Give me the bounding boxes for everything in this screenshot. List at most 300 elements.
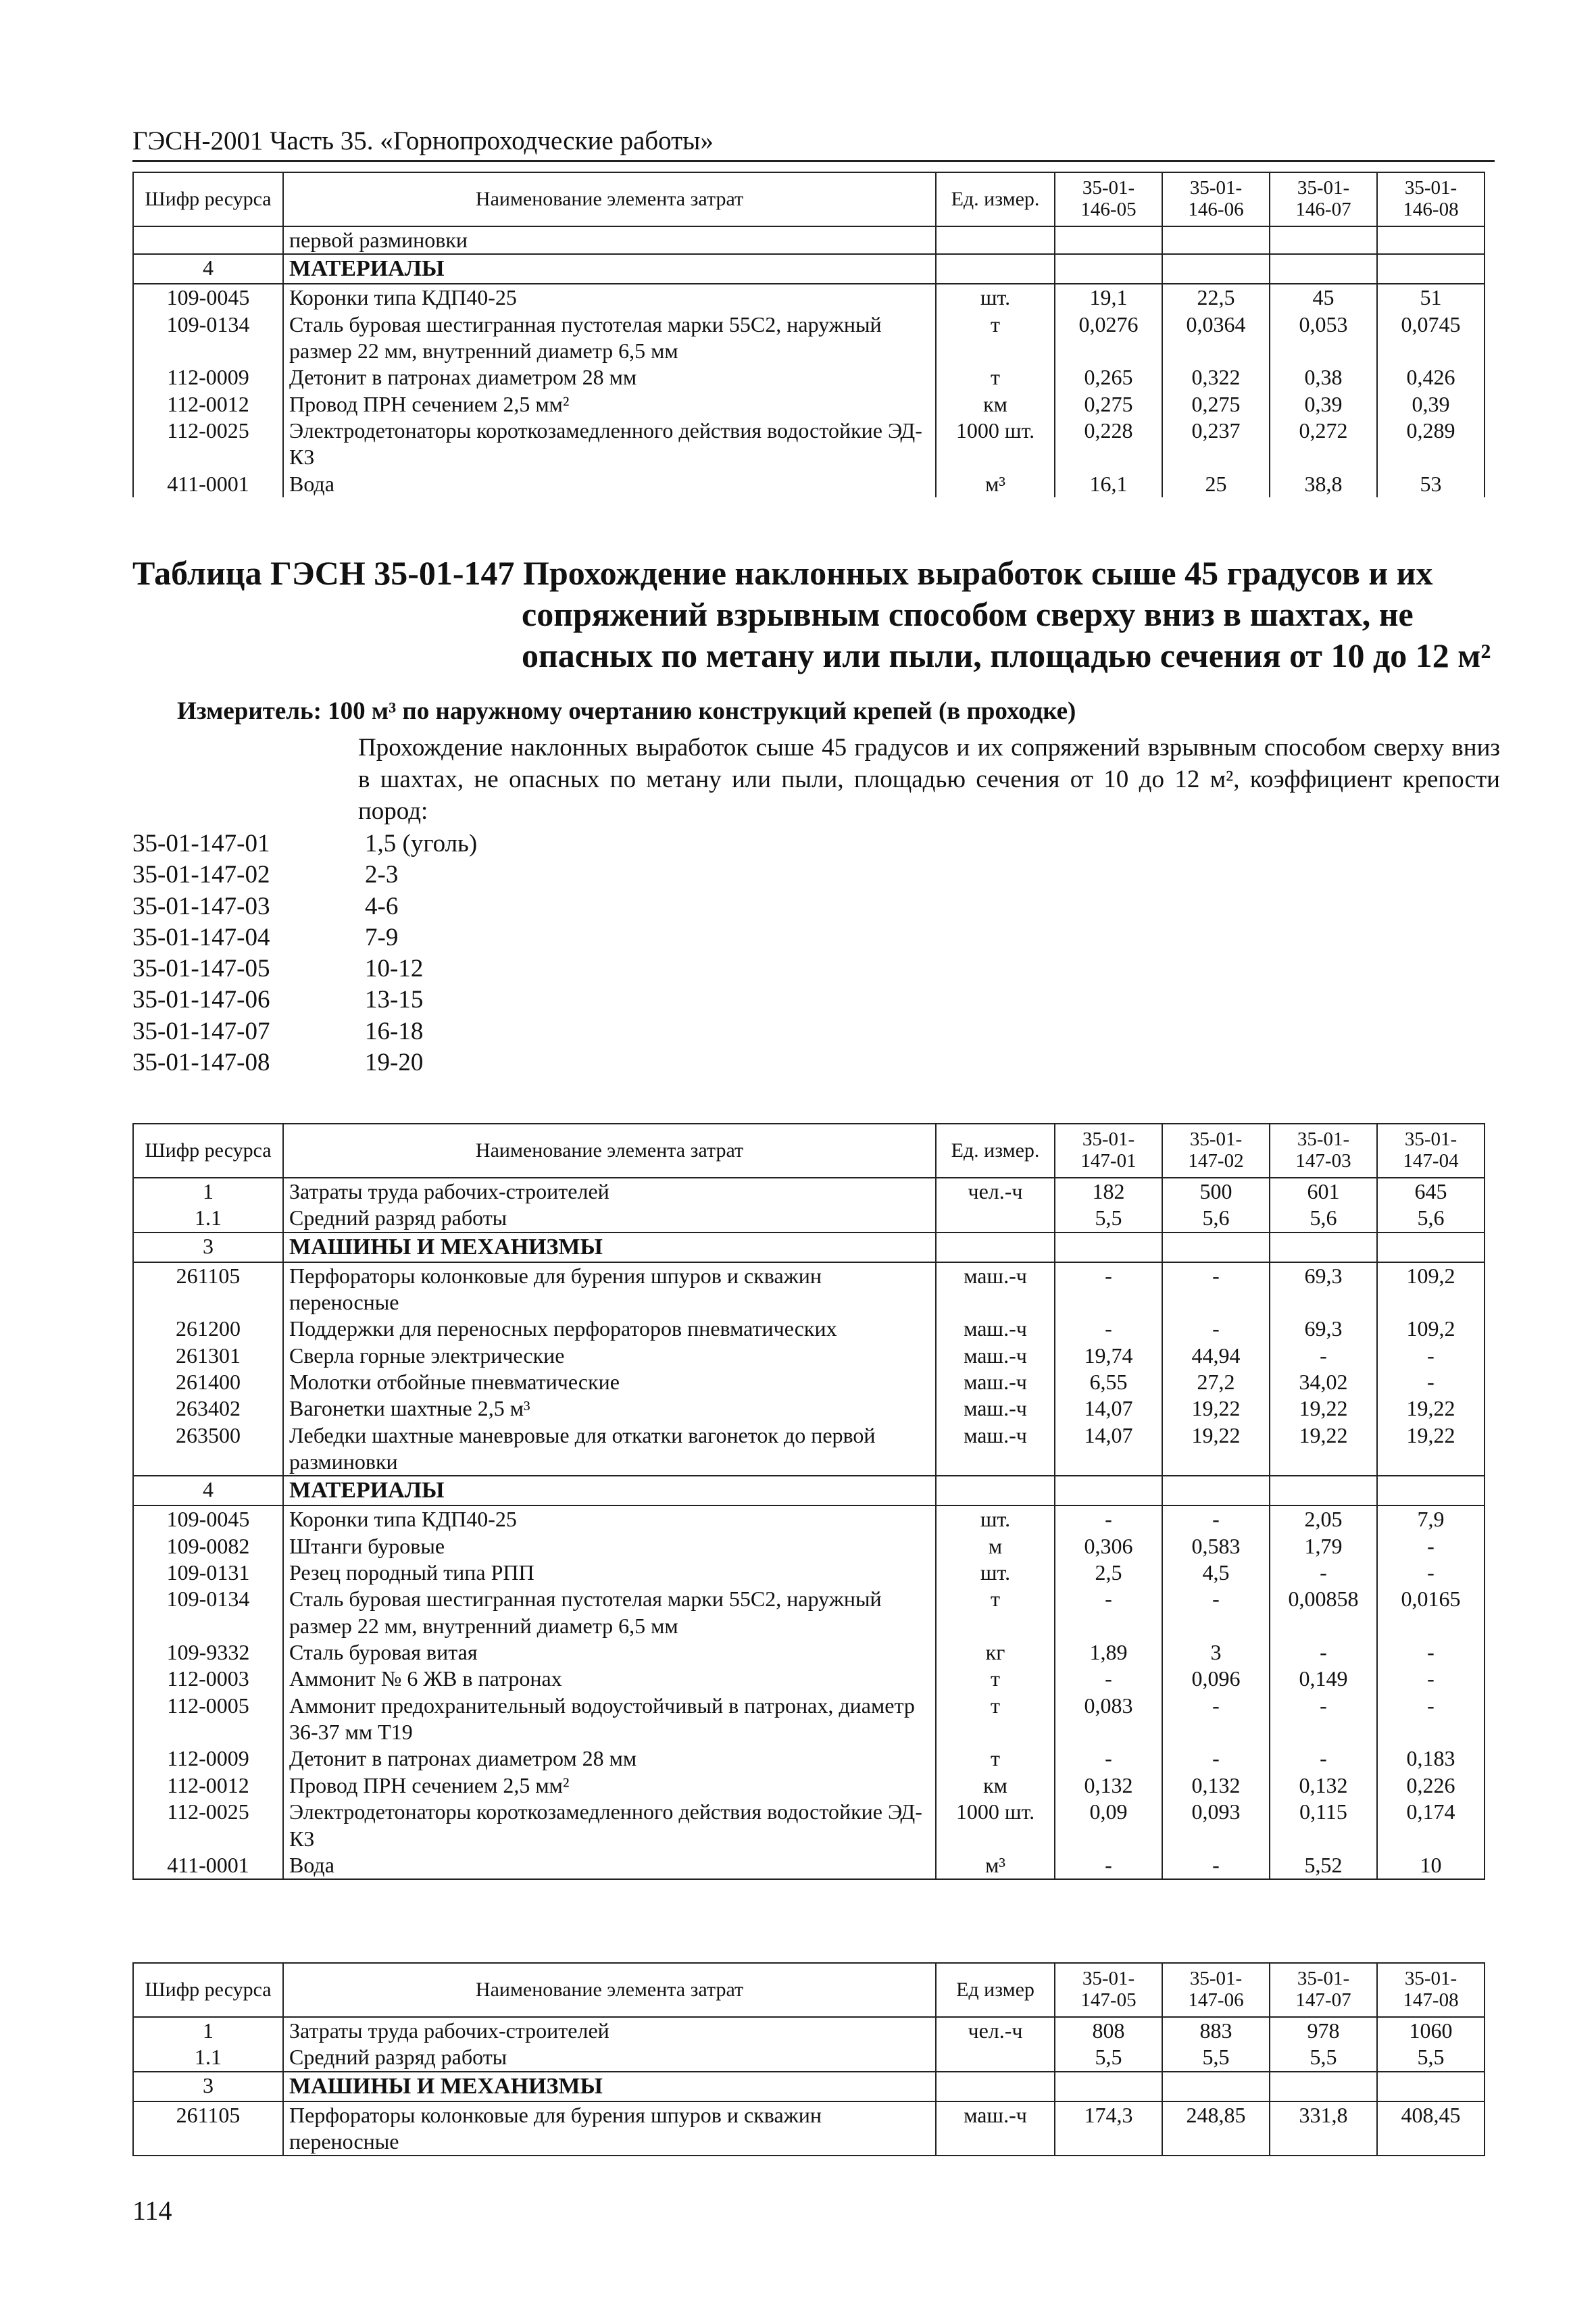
cell-value <box>1270 1233 1377 1262</box>
col-header-code: Шифр ресурса <box>133 1124 283 1178</box>
cell-unit: маш.-ч <box>936 1422 1055 1476</box>
cell-value <box>1377 1476 1485 1505</box>
cell-value: 1,89 <box>1055 1639 1162 1666</box>
cell-unit: м³ <box>936 1852 1055 1879</box>
cell-value <box>1162 226 1270 254</box>
cell-name: Перфораторы колонковые для бурения шпуров и скважин переносные <box>283 1262 936 1316</box>
cell-value: 5,6 <box>1162 1205 1270 1232</box>
cell-value: - <box>1055 1316 1162 1342</box>
cell-value: 0,226 <box>1377 1772 1485 1799</box>
cell-code: 112-0009 <box>133 1745 283 1772</box>
col-header-unit: Ед. измер. <box>936 1124 1055 1178</box>
cell-value <box>1055 2072 1162 2101</box>
code-list-item <box>132 891 477 922</box>
cell-value: 0,39 <box>1270 391 1377 418</box>
work-description: Прохождение наклонных выработок сыше 45 градусов и их сопряжений взрывным способом сверху вниз в шахтах, не опасных по метану или пыли, площадью сечения от 10 до 12 м², коэффициент крепости пород: <box>358 734 1500 825</box>
cell-value <box>1055 1476 1162 1505</box>
cell-unit: м³ <box>936 471 1055 497</box>
cell-value: - <box>1162 1852 1270 1879</box>
cell-unit: чел.-ч <box>936 2017 1055 2044</box>
norm-code: 35-01-147-04 <box>132 923 270 951</box>
cell-value: 19,22 <box>1162 1395 1270 1422</box>
cell-unit: т <box>936 1693 1055 1746</box>
cell-value: 500 <box>1162 1178 1270 1205</box>
cell-value: 69,3 <box>1270 1262 1377 1316</box>
cell-unit <box>936 2072 1055 2101</box>
cell-value: 0,237 <box>1162 418 1270 471</box>
table-row <box>133 1422 1485 1476</box>
cell-value: 5,5 <box>1162 2044 1270 2071</box>
cell-value: 182 <box>1055 1178 1162 1205</box>
norm-code: 35-01-147-05 <box>132 955 270 982</box>
cell-name: Штанги буровые <box>283 1533 936 1560</box>
cell-name: Аммонит № 6 ЖВ в патронах <box>283 1666 936 1692</box>
cell-name: Сталь буровая шестигранная пустотелая марки 55С2, наружный размер 22 мм, внутренний диаметр 6,5 мм <box>283 312 936 365</box>
cell-code: 261400 <box>133 1369 283 1395</box>
cell-value: - <box>1162 1586 1270 1639</box>
norm-code: 35-01-147-03 <box>132 892 270 920</box>
cell-unit <box>936 1476 1055 1505</box>
cell-name: Провод ПРН сечением 2,5 мм² <box>283 391 936 418</box>
cell-unit: шт. <box>936 284 1055 311</box>
cell-value: 5,5 <box>1377 2044 1485 2071</box>
cell-name: Детонит в патронах диаметром 28 мм <box>283 364 936 391</box>
table-row <box>133 1799 1485 1852</box>
measure-value: 100 м³ по наружному очертанию конструкций крепей (в проходке) <box>328 697 1076 725</box>
table-row <box>133 391 1485 418</box>
table-row <box>133 2044 1485 2071</box>
cell-value: 14,07 <box>1055 1422 1162 1476</box>
cell-value: 4,5 <box>1162 1560 1270 1586</box>
cell-value: 0,132 <box>1270 1772 1377 1799</box>
cell-name: Затраты труда рабочих-строителей <box>283 1178 936 1205</box>
cell-name: Вода <box>283 471 936 497</box>
cell-name: Молотки отбойные пневматические <box>283 1369 936 1395</box>
cell-code: 112-0012 <box>133 1772 283 1799</box>
cell-code: 1 <box>133 2017 283 2044</box>
table-row <box>133 1343 1485 1369</box>
cell-value: 0,0276 <box>1055 312 1162 365</box>
cell-code: 112-0009 <box>133 364 283 391</box>
cell-name: Сталь буровая витая <box>283 1639 936 1666</box>
running-header: ГЭСН-2001 Часть 35. «Горнопроходческие работы» <box>132 126 1495 162</box>
cell-value: 248,85 <box>1162 2101 1270 2156</box>
cell-value: - <box>1162 1693 1270 1746</box>
cell-value: 109,2 <box>1377 1316 1485 1342</box>
cell-value <box>1270 254 1377 284</box>
table-row <box>133 1693 1485 1746</box>
cell-value: - <box>1377 1693 1485 1746</box>
table-row <box>133 1666 1485 1692</box>
table-row <box>133 1586 1485 1639</box>
cell-value: - <box>1270 1639 1377 1666</box>
cell-value: 645 <box>1377 1178 1485 1205</box>
cell-unit: маш.-ч <box>936 1316 1055 1342</box>
code-list-item <box>132 953 477 985</box>
cell-name: Сталь буровая шестигранная пустотелая марки 55С2, наружный размер 22 мм, внутренний диаметр 6,5 мм <box>283 1586 936 1639</box>
cell-value: 19,22 <box>1377 1395 1485 1422</box>
cell-value: 601 <box>1270 1178 1377 1205</box>
cell-value: - <box>1377 1560 1485 1586</box>
cell-value <box>1377 1233 1485 1262</box>
cell-value: 174,3 <box>1055 2101 1162 2156</box>
cell-name: Коронки типа КДП40-25 <box>283 1505 936 1533</box>
cell-value: - <box>1055 1666 1162 1692</box>
cell-value: 45 <box>1270 284 1377 311</box>
cell-value: 0,38 <box>1270 364 1377 391</box>
cell-value <box>1162 1233 1270 1262</box>
cell-unit: 1000 шт. <box>936 1799 1055 1852</box>
cell-value: 5,5 <box>1055 2044 1162 2071</box>
cell-value: - <box>1377 1639 1485 1666</box>
cell-code: 109-0045 <box>133 284 283 311</box>
cell-value: - <box>1162 1745 1270 1772</box>
table-row <box>133 1639 1485 1666</box>
cell-unit: кг <box>936 1639 1055 1666</box>
cell-code: 112-0012 <box>133 391 283 418</box>
cell-name: Детонит в патронах диаметром 28 мм <box>283 1745 936 1772</box>
cell-value: 0,083 <box>1055 1693 1162 1746</box>
cell-code: 3 <box>133 2072 283 2101</box>
cell-value: 0,0165 <box>1377 1586 1485 1639</box>
cell-value <box>1055 1233 1162 1262</box>
header-row <box>133 1963 1485 2017</box>
cell-value: - <box>1162 1505 1270 1533</box>
cell-name: Лебедки шахтные маневровые для откатки вагонеток до первой разминовки <box>283 1422 936 1476</box>
cell-unit: т <box>936 1586 1055 1639</box>
cell-value: 0,39 <box>1377 391 1485 418</box>
rock-hardness: 10-12 <box>365 955 424 982</box>
cell-value: 0,426 <box>1377 364 1485 391</box>
cell-value: 808 <box>1055 2017 1162 2044</box>
cell-value: 1060 <box>1377 2017 1485 2044</box>
cell-value: 0,096 <box>1162 1666 1270 1692</box>
cell-value: 0,322 <box>1162 364 1270 391</box>
cell-code: 261105 <box>133 1262 283 1316</box>
rock-hardness: 7-9 <box>365 923 399 951</box>
table-row <box>133 1533 1485 1560</box>
header-row <box>133 172 1485 226</box>
cell-value: 7,9 <box>1377 1505 1485 1533</box>
cell-code: 261105 <box>133 2101 283 2156</box>
cell-unit: км <box>936 391 1055 418</box>
cell-name: МАТЕРИАЛЫ <box>283 1476 936 1505</box>
cell-value: 0,093 <box>1162 1799 1270 1852</box>
cell-value: 0,149 <box>1270 1666 1377 1692</box>
col-header-norm-code: 35-01- 147-07 <box>1270 1963 1377 2017</box>
cell-unit: маш.-ч <box>936 1369 1055 1395</box>
table-row <box>133 418 1485 471</box>
cell-value: - <box>1377 1369 1485 1395</box>
cell-unit <box>936 2044 1055 2071</box>
code-list-item <box>132 860 477 891</box>
cell-unit: км <box>936 1772 1055 1799</box>
cell-name: Средний разряд работы <box>283 1205 936 1232</box>
cell-unit: шт. <box>936 1505 1055 1533</box>
cell-value <box>1162 1476 1270 1505</box>
cell-value <box>1162 2072 1270 2101</box>
cell-code: 1.1 <box>133 2044 283 2071</box>
table-row <box>133 1395 1485 1422</box>
table-row <box>133 226 1485 254</box>
cell-value: - <box>1162 1262 1270 1316</box>
cell-value: - <box>1270 1745 1377 1772</box>
cell-value: 25 <box>1162 471 1270 497</box>
cell-unit: чел.-ч <box>936 1178 1055 1205</box>
cell-unit: 1000 шт. <box>936 418 1055 471</box>
cell-value: - <box>1377 1343 1485 1369</box>
cell-code: 109-0045 <box>133 1505 283 1533</box>
cell-name: Электродетонаторы короткозамедленного действия водостойкие ЭД-КЗ <box>283 1799 936 1852</box>
col-header-norm-code: 35-01- 146-06 <box>1162 172 1270 226</box>
col-header-code: Шифр ресурса <box>133 1963 283 2017</box>
table-row <box>133 1772 1485 1799</box>
cell-code: 109-9332 <box>133 1639 283 1666</box>
cell-value: 0,132 <box>1162 1772 1270 1799</box>
col-header-name: Наименование элемента затрат <box>283 1124 936 1178</box>
cell-value: 19,22 <box>1270 1395 1377 1422</box>
col-header-norm-code: 35-01- 146-07 <box>1270 172 1377 226</box>
cell-value: 51 <box>1377 284 1485 311</box>
cell-name: Затраты труда рабочих-строителей <box>283 2017 936 2044</box>
cell-value: - <box>1055 1586 1162 1639</box>
cell-value <box>1055 254 1162 284</box>
cell-code: 263402 <box>133 1395 283 1422</box>
cell-value <box>1055 226 1162 254</box>
resource-table-147-01-04 <box>132 1123 1485 1880</box>
col-header-norm-code: 35-01- 146-08 <box>1377 172 1485 226</box>
cell-value: 0,0364 <box>1162 312 1270 365</box>
cell-unit: маш.-ч <box>936 1262 1055 1316</box>
cell-code: 109-0134 <box>133 312 283 365</box>
cell-code: 109-0082 <box>133 1533 283 1560</box>
cell-code <box>133 226 283 254</box>
col-header-norm-code: 35-01- 147-08 <box>1377 1963 1485 2017</box>
cell-value: 0,0745 <box>1377 312 1485 365</box>
cell-value: 19,1 <box>1055 284 1162 311</box>
title-line-1: Таблица ГЭСН 35-01-147 Прохождение наклонных выработок сыше 45 градусов и их <box>132 554 1433 592</box>
table-row <box>133 1505 1485 1533</box>
cell-value: 10 <box>1377 1852 1485 1879</box>
section-row <box>133 1233 1485 1262</box>
cell-name: МАШИНЫ И МЕХАНИЗМЫ <box>283 1233 936 1262</box>
cell-value: 19,74 <box>1055 1343 1162 1369</box>
cell-code: 261200 <box>133 1316 283 1342</box>
cell-value <box>1377 254 1485 284</box>
cell-value: - <box>1055 1745 1162 1772</box>
cell-value: 0,174 <box>1377 1799 1485 1852</box>
cell-value: 19,22 <box>1377 1422 1485 1476</box>
table-row <box>133 1852 1485 1879</box>
table-row <box>133 2017 1485 2044</box>
cell-value: 22,5 <box>1162 284 1270 311</box>
cell-value: 0,228 <box>1055 418 1162 471</box>
measure-label: Измеритель: <box>177 697 322 725</box>
cell-value: 978 <box>1270 2017 1377 2044</box>
measure-unit <box>177 696 1501 727</box>
cell-name: первой разминовки <box>283 226 936 254</box>
cell-value: 5,52 <box>1270 1852 1377 1879</box>
cell-unit <box>936 1233 1055 1262</box>
cell-code: 263500 <box>133 1422 283 1476</box>
rock-hardness: 4-6 <box>365 892 399 920</box>
cell-code: 112-0025 <box>133 418 283 471</box>
cell-code: 4 <box>133 1476 283 1505</box>
cell-value: - <box>1162 1316 1270 1342</box>
table-title <box>132 553 1504 676</box>
cell-value: 5,6 <box>1377 1205 1485 1232</box>
cell-value: - <box>1377 1533 1485 1560</box>
cell-value: - <box>1055 1852 1162 1879</box>
cell-code: 1 <box>133 1178 283 1205</box>
table-row <box>133 1369 1485 1395</box>
cell-unit: шт. <box>936 1560 1055 1586</box>
cell-name: Вагонетки шахтные 2,5 м³ <box>283 1395 936 1422</box>
cell-value: 19,22 <box>1270 1422 1377 1476</box>
table-row <box>133 2101 1485 2156</box>
cell-value <box>1162 254 1270 284</box>
cell-code: 3 <box>133 1233 283 1262</box>
cell-value: - <box>1055 1262 1162 1316</box>
cell-value: 5,6 <box>1270 1205 1377 1232</box>
cell-code: 4 <box>133 254 283 284</box>
cell-name: Коронки типа КДП40-25 <box>283 284 936 311</box>
table-row <box>133 364 1485 391</box>
cell-name: Перфораторы колонковые для бурения шпуров и скважин переносные <box>283 2101 936 2156</box>
cell-value: 2,05 <box>1270 1505 1377 1533</box>
cell-unit: т <box>936 364 1055 391</box>
col-header-name: Наименование элемента затрат <box>283 1963 936 2017</box>
cell-code: 109-0131 <box>133 1560 283 1586</box>
norm-code: 35-01-147-06 <box>132 986 270 1014</box>
cell-value: 38,8 <box>1270 471 1377 497</box>
cell-value: 0,275 <box>1055 391 1162 418</box>
code-list-item <box>132 828 477 860</box>
col-header-norm-code: 35-01- 147-01 <box>1055 1124 1162 1178</box>
cell-value: 14,07 <box>1055 1395 1162 1422</box>
cell-name: Провод ПРН сечением 2,5 мм² <box>283 1772 936 1799</box>
cell-value: 0,115 <box>1270 1799 1377 1852</box>
resource-table-147-05-08 <box>132 1962 1485 2156</box>
col-header-norm-code: 35-01- 147-02 <box>1162 1124 1270 1178</box>
col-header-norm-code: 35-01- 147-04 <box>1377 1124 1485 1178</box>
cell-code: 112-0005 <box>133 1693 283 1746</box>
cell-code: 1.1 <box>133 1205 283 1232</box>
norm-code: 35-01-147-02 <box>132 861 270 889</box>
cell-value: 0,265 <box>1055 364 1162 391</box>
cell-code: 261301 <box>133 1343 283 1369</box>
cell-value <box>1270 1476 1377 1505</box>
section-row <box>133 2072 1485 2101</box>
code-list <box>132 828 477 1078</box>
cell-value: 0,132 <box>1055 1772 1162 1799</box>
table-row <box>133 312 1485 365</box>
cell-unit: т <box>936 1666 1055 1692</box>
col-header-unit: Ед. измер. <box>936 172 1055 226</box>
section-row <box>133 1476 1485 1505</box>
cell-name: Поддержки для переносных перфораторов пневматических <box>283 1316 936 1342</box>
cell-value: 0,00858 <box>1270 1586 1377 1639</box>
cell-value: 331,8 <box>1270 2101 1377 2156</box>
cell-unit: т <box>936 312 1055 365</box>
cell-value: 27,2 <box>1162 1369 1270 1395</box>
code-list-item <box>132 922 477 953</box>
resource-table-146 <box>132 172 1485 497</box>
cell-value: 0,306 <box>1055 1533 1162 1560</box>
cell-value: 2,5 <box>1055 1560 1162 1586</box>
table-row <box>133 1178 1485 1205</box>
section-row <box>133 254 1485 284</box>
cell-value: 16,1 <box>1055 471 1162 497</box>
cell-code: 109-0134 <box>133 1586 283 1639</box>
header-row <box>133 1124 1485 1178</box>
col-header-norm-code: 35-01- 147-03 <box>1270 1124 1377 1178</box>
cell-unit: маш.-ч <box>936 1395 1055 1422</box>
table-row <box>133 471 1485 497</box>
cell-unit: маш.-ч <box>936 1343 1055 1369</box>
cell-value <box>1270 226 1377 254</box>
cell-name: Аммонит предохранительный водоустойчивый в патронах, диаметр 36-37 мм Т19 <box>283 1693 936 1746</box>
cell-value <box>1270 2072 1377 2101</box>
cell-unit <box>936 254 1055 284</box>
code-list-item <box>132 1016 477 1047</box>
table-row <box>133 1560 1485 1586</box>
code-list-item <box>132 1047 477 1078</box>
cell-unit: т <box>936 1745 1055 1772</box>
cell-value: 69,3 <box>1270 1316 1377 1342</box>
cell-value: 44,94 <box>1162 1343 1270 1369</box>
table-row <box>133 1745 1485 1772</box>
rock-hardness: 19-20 <box>365 1048 424 1076</box>
norm-code: 35-01-147-08 <box>132 1048 270 1076</box>
cell-name: Сверла горные электрические <box>283 1343 936 1369</box>
cell-value: 0,272 <box>1270 418 1377 471</box>
page-number: 114 <box>132 2195 172 2226</box>
cell-name: МАШИНЫ И МЕХАНИЗМЫ <box>283 2072 936 2101</box>
table-row <box>133 284 1485 311</box>
rock-hardness: 1,5 (уголь) <box>365 830 478 857</box>
rock-hardness: 16-18 <box>365 1017 424 1045</box>
cell-value: 19,22 <box>1162 1422 1270 1476</box>
cell-value: - <box>1055 1505 1162 1533</box>
cell-name: МАТЕРИАЛЫ <box>283 254 936 284</box>
cell-value: 408,45 <box>1377 2101 1485 2156</box>
col-header-code: Шифр ресурса <box>133 172 283 226</box>
norm-code: 35-01-147-01 <box>132 830 270 857</box>
cell-value: 0,289 <box>1377 418 1485 471</box>
cell-code: 112-0003 <box>133 1666 283 1692</box>
cell-value: 0,275 <box>1162 391 1270 418</box>
cell-unit: м <box>936 1533 1055 1560</box>
norm-code: 35-01-147-07 <box>132 1017 270 1045</box>
rock-hardness: 2-3 <box>365 861 399 889</box>
table-row <box>133 1205 1485 1232</box>
cell-name: Электродетонаторы короткозамедленного действия водостойкие ЭД-КЗ <box>283 418 936 471</box>
cell-value: 0,183 <box>1377 1745 1485 1772</box>
cell-value: 0,09 <box>1055 1799 1162 1852</box>
cell-value <box>1377 226 1485 254</box>
cell-value: 5,5 <box>1055 1205 1162 1232</box>
cell-unit: маш.-ч <box>936 2101 1055 2156</box>
cell-value: 883 <box>1162 2017 1270 2044</box>
cell-unit <box>936 1205 1055 1232</box>
col-header-unit: Ед измер <box>936 1963 1055 2017</box>
cell-name: Средний разряд работы <box>283 2044 936 2071</box>
table-row <box>133 1316 1485 1342</box>
col-header-name: Наименование элемента затрат <box>283 172 936 226</box>
cell-unit <box>936 226 1055 254</box>
cell-value <box>1377 2072 1485 2101</box>
